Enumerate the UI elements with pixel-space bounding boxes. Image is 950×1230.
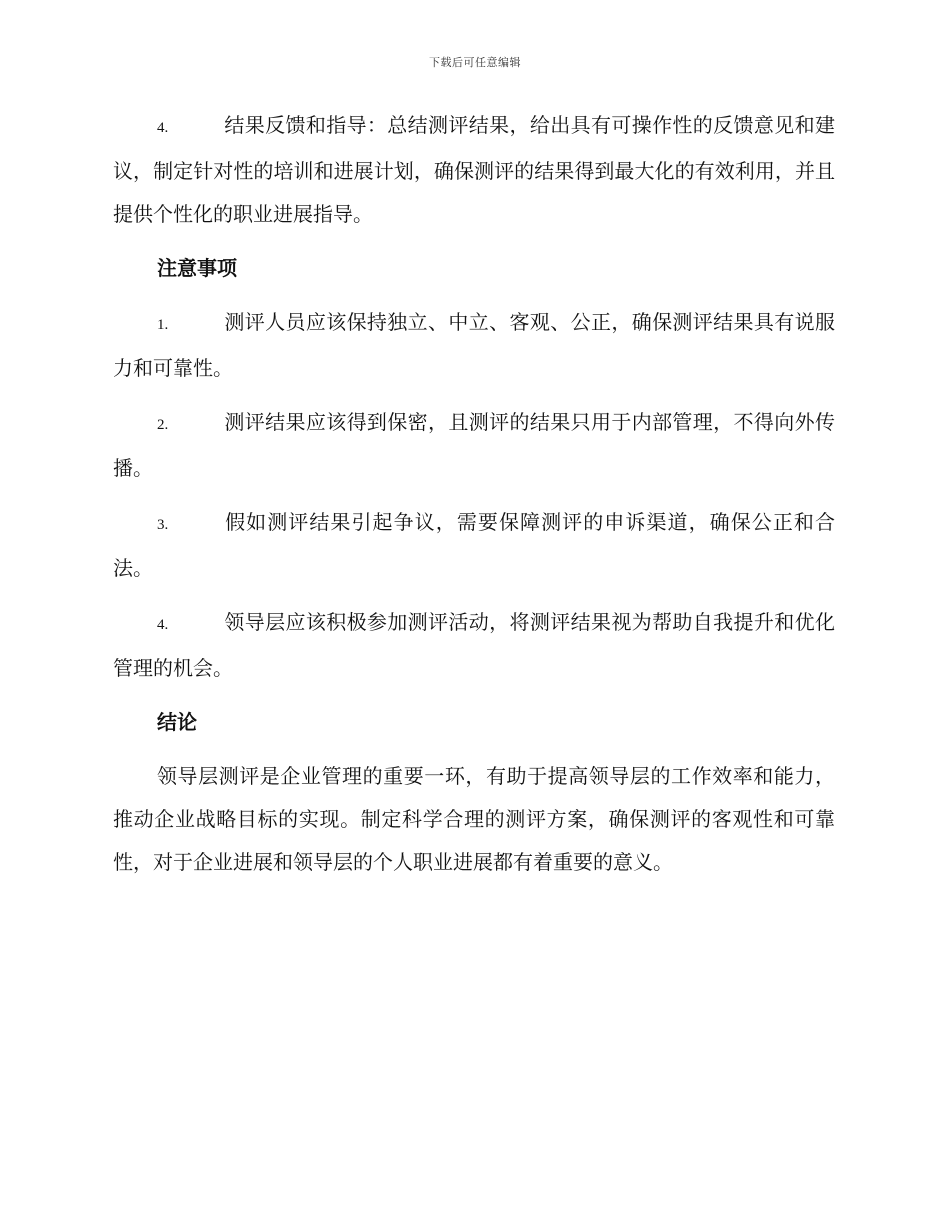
list-item-number: 3. [157,517,169,533]
list-item-text: 假如测评结果引起争议，需要保障测评的申诉渠道，确保公正和合法。 [113,510,835,580]
section-heading-notes: 注意事项 [157,256,237,280]
list-item-number: 4. [157,617,169,633]
list-item-number: 2. [157,417,169,433]
list-item-result-feedback [113,104,835,236]
list-item-note-3 [113,501,835,590]
list-item-number: 4. [157,120,169,136]
document-body [113,104,835,895]
list-item-note-4 [113,601,835,690]
section-heading-conclusion: 结论 [157,710,197,734]
conclusion-paragraph: 领导层测评是企业管理的重要一环，有助于提高领导层的工作效率和能力，推动企业战略目标的实现。制定科学合理的测评方案，确保测评的客观性和可靠性，对于企业进展和领导层的个人职业进展都有着重要的意义。 [113,764,835,874]
list-item-number: 1. [157,317,169,333]
list-item-note-1 [113,301,835,390]
page-header: 下载后可任意编辑 [429,56,521,69]
list-item-text: 测评人员应该保持独立、中立、客观、公正，确保测评结果具有说服力和可靠性。 [113,310,835,380]
list-item-text: 领导层应该积极参加测评活动，将测评结果视为帮助自我提升和优化管理的机会。 [113,610,835,680]
list-item-note-2 [113,401,835,490]
list-item-text: 测评结果应该得到保密，且测评的结果只用于内部管理，不得向外传播。 [113,410,835,480]
list-item-text: 结果反馈和指导：总结测评结果，给出具有可操作性的反馈意见和建议，制定针对性的培训和进展计划，确保测评的结果得到最大化的有效利用，并且提供个性化的职业进展指导。 [113,113,835,226]
